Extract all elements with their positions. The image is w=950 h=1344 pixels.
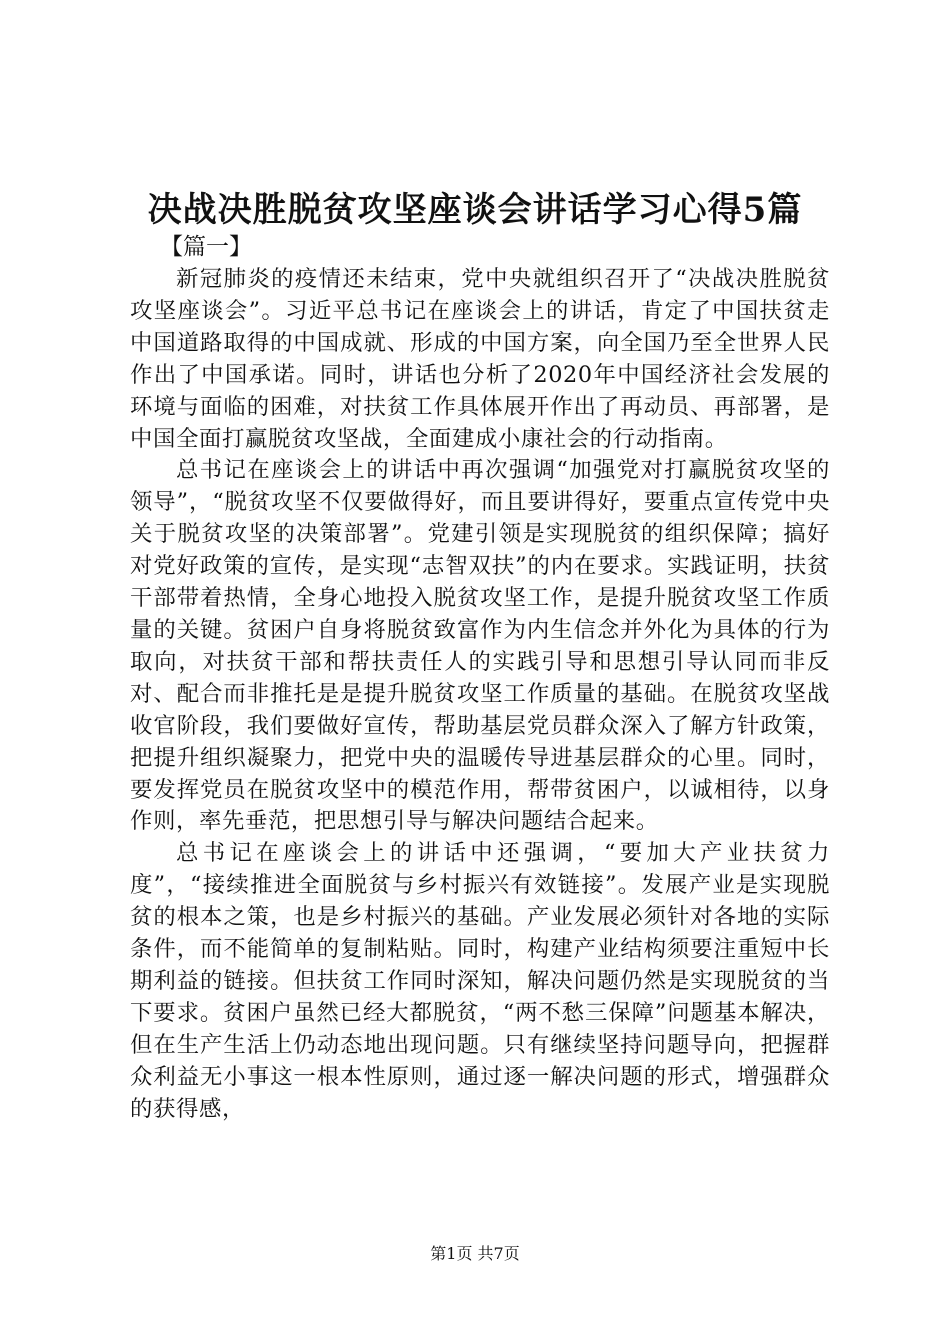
paragraph-3: 总书记在座谈会上的讲话中还强调，“要加大产业扶贫力度”，“接续推进全面脱贫与乡村振兴有效链接”。发展产业是实现脱贫的根本之策，也是乡村振兴的基础。产业发展必须针对各地的实际条件，而不能简单的复制粘贴。同时，构建产业结构须要注重短中长期利益的链接。但扶贫工作同时深知，解决问题仍然是实现脱贫的当下要求。贫困户虽然已经大都脱贫，“两不愁三保障”问题基本解决，但在生产生活上仍动态地出现问题。只有继续坚持问题导向，把握群众利益无小事这一根本性原则，通过逐一解决问题的形式，增强群众的获得感， (130, 840, 830, 1122)
section-label: 【篇一】 (160, 234, 252, 260)
document-body (130, 230, 830, 1125)
paragraph-1: 新冠肺炎的疫情还未结束，党中央就组织召开了“决战决胜脱贫攻坚座谈会”。习近平总书记在座谈会上的讲话，肯定了中国扶贫走中国道路取得的中国成就、形成的中国方案，向全国乃至全世界人民作出了中国承诺。同时，讲话也分析了2020年中国经济社会发展的环境与面临的困难，对扶贫工作具体展开作出了再动员、再部署，是中国全面打赢脱贫攻坚战，全面建成小康社会的行动指南。 (130, 266, 830, 452)
paragraph-2: 总书记在座谈会上的讲话中再次强调“加强党对打赢脱贫攻坚的领导”，“脱贫攻坚不仅要做得好，而且要讲得好，要重点宣传党中央关于脱贫攻坚的决策部署”。党建引领是实现脱贫的组织保障；搞好对党好政策的宣传，是实现“志智双扶”的内在要求。实践证明，扶贫干部带着热情，全身心地投入脱贫攻坚工作，是提升脱贫攻坚工作质量的关键。贫困户自身将脱贫致富作为内生信念并外化为具体的行为取向，对扶贫干部和帮扶责任人的实践引导和思想引导认同而非反对、配合而非推托是是提升脱贫攻坚工作质量的基础。在脱贫攻坚战收官阶段，我们要做好宣传，帮助基层党员群众深入了解方针政策，把提升组织凝聚力，把党中央的温暖传导进基层群众的心里。同时，要发挥党员在脱贫攻坚中的模范作用，帮带贫困户，以诚相待，以身作则，率先垂范，把思想引导与解决问题结合起来。 (130, 457, 830, 835)
page-footer: 第1页 共7页 (430, 1244, 520, 1263)
document-title: 决战决胜脱贫攻坚座谈会讲话学习心得5篇 (147, 190, 803, 230)
